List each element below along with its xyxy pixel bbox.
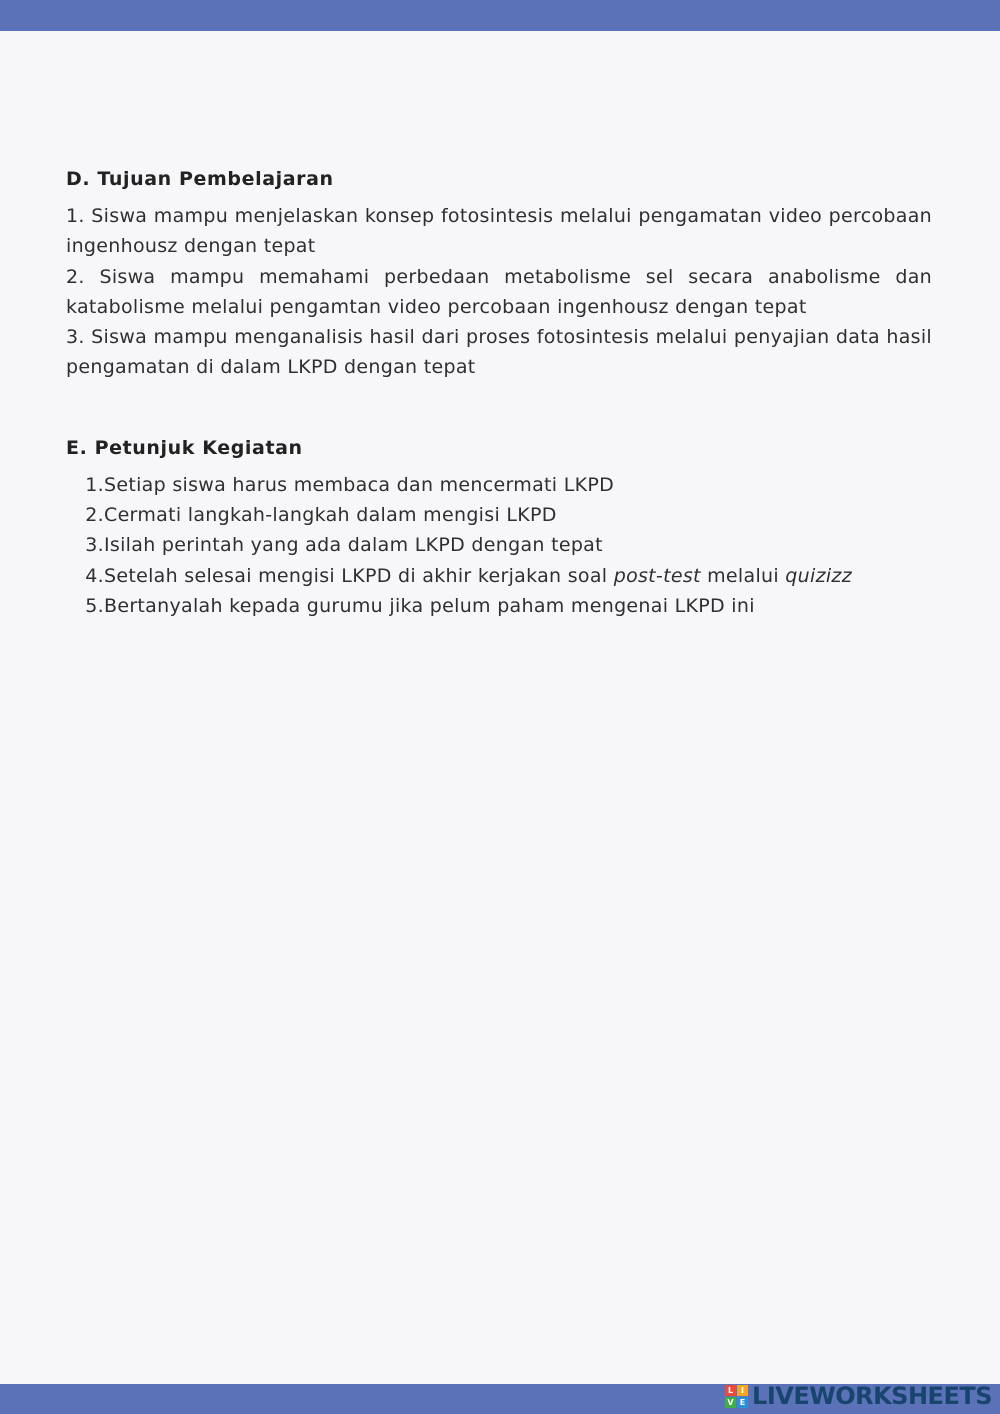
section-e bbox=[66, 431, 932, 621]
instruction-text: Bertanyalah kepada gurumu jika pelum paham mengenai LKPD ini bbox=[104, 594, 755, 617]
instruction-number: 3. bbox=[85, 534, 104, 557]
instruction-text-part: Setelah selesai mengisi LKPD di akhir kerjakan soal bbox=[104, 564, 614, 587]
instruction-number: 2. bbox=[85, 504, 104, 527]
learning-objectives bbox=[66, 201, 932, 383]
instruction-emphasis: post-test bbox=[613, 564, 701, 587]
liveworksheets-logo bbox=[725, 1381, 992, 1411]
instruction-number: 4. bbox=[85, 564, 104, 587]
instruction-text-part: melalui bbox=[700, 564, 786, 587]
instruction-item bbox=[66, 500, 932, 530]
liveworksheets-wordmark: LIVEWORKSHEETS bbox=[752, 1382, 992, 1410]
instruction-item bbox=[66, 530, 932, 560]
objective-item: 2. Siswa mampu memahami perbedaan metabolisme sel secara anabolisme dan katabolisme melalui pengamtan video percobaan ingenhousz dengan tepat bbox=[66, 265, 932, 318]
instruction-item bbox=[66, 470, 932, 500]
top-band bbox=[0, 0, 1000, 31]
worksheet-content bbox=[66, 162, 932, 621]
instruction-number: 1. bbox=[85, 473, 104, 496]
instruction-item bbox=[66, 561, 932, 591]
section-e-heading: E. Petunjuk Kegiatan bbox=[66, 436, 303, 459]
instruction-item bbox=[66, 591, 932, 621]
instruction-emphasis: quizizz bbox=[785, 564, 852, 587]
objective-item: 1. Siswa mampu menjelaskan konsep fotosintesis melalui pengamatan video percobaan ingenhousz dengan tepat bbox=[66, 205, 932, 258]
instruction-number: 5. bbox=[85, 594, 104, 617]
objective-item: 3. Siswa mampu menganalisis hasil dari proses fotosintesis melalui penyajian data hasil pengamatan di dalam LKPD dengan tepat bbox=[66, 326, 932, 379]
instruction-text: Setiap siswa harus membaca dan mencermati LKPD bbox=[104, 473, 615, 496]
instruction-text bbox=[104, 561, 932, 591]
instruction-text: Isilah perintah yang ada dalam LKPD dengan tepat bbox=[104, 534, 603, 557]
activity-instructions bbox=[66, 470, 932, 621]
liveworksheets-mark-icon: L I V E bbox=[725, 1385, 748, 1408]
instruction-text: Cermati langkah-langkah dalam mengisi LKPD bbox=[104, 504, 557, 527]
section-d-heading: D. Tujuan Pembelajaran bbox=[66, 168, 334, 190]
